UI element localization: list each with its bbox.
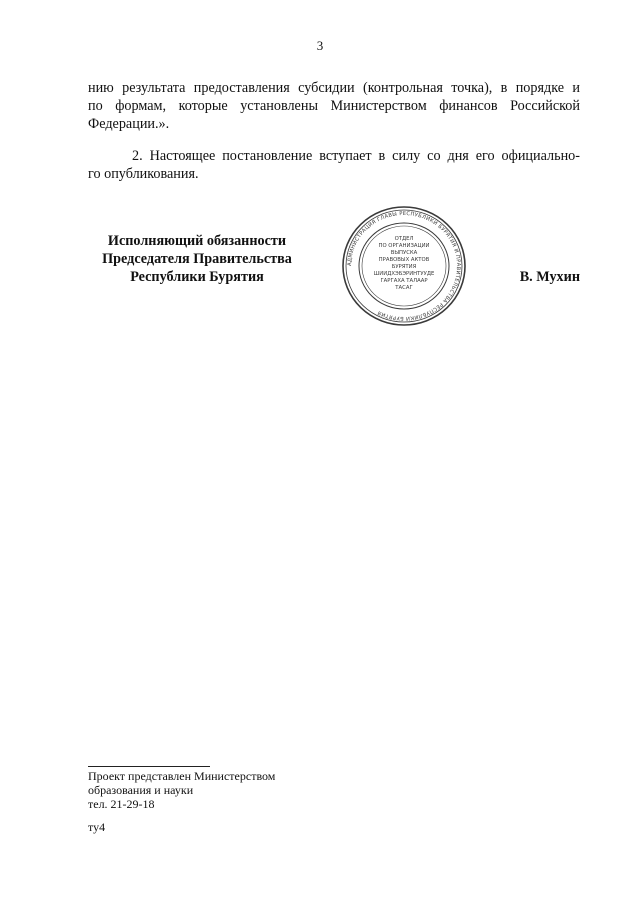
seal-inner-line: ТАСАГ [395, 285, 413, 291]
signer-title-line: Республики Бурятия [130, 269, 264, 285]
seal-inner-line: ВЫПУСКА [390, 250, 418, 256]
paragraph-line: Федерации.». [88, 116, 170, 132]
footer-line: Проект представлен Министерством [88, 769, 276, 783]
paragraph-line: по формам, которые установлены Министерством финансов Российской [88, 98, 580, 114]
paragraph-line: го опубликования. [88, 166, 199, 182]
paragraph-line: 2. Настоящее постановление вступает в силу со дня его официально- [132, 148, 580, 164]
seal-inner-line: ГАРГАХА ТАЛААР [380, 278, 428, 284]
paragraph-effective-date [88, 147, 580, 183]
signer-name: В. Мухин [519, 269, 580, 285]
signer-title-line: Председателя Правительства [102, 251, 292, 267]
seal-inner-line: ПО ОРГАНИЗАЦИИ [378, 243, 430, 249]
seal-inner-line: ПРАВОВЫХ АКТОВ [378, 257, 430, 263]
footer-divider [88, 766, 210, 767]
seal-inner-line: БУРЯТИЯ [391, 264, 417, 270]
page-number: 3 [316, 38, 324, 53]
seal-inner-line: ШИИДХЭБЭРИНТУУДЕ [373, 271, 435, 277]
paragraph-line: нию результата предоставления субсидии (контрольная точка), в порядке и [88, 80, 580, 96]
footer-line: образования и науки [88, 783, 194, 797]
paragraph-contract-terms [88, 79, 580, 133]
seal-outer-text: АДМИНИСТРАЦИЯ ГЛАВЫ РЕСПУБЛИКИ БУРЯТИЯ И ПРАВИТЕЛЬСТВА РЕСПУБЛИКИ БУРЯТИЯ [346, 210, 462, 322]
official-seal-icon [340, 204, 468, 328]
signer-title-line: Исполняющий обязанности [107, 233, 287, 249]
signer-title [88, 232, 306, 286]
footer-line: тел. 21-29-18 [88, 797, 155, 811]
seal-inner-line: ОТДЕЛ [394, 236, 414, 242]
footer-code: ту4 [88, 820, 106, 834]
footer-note [88, 769, 275, 811]
